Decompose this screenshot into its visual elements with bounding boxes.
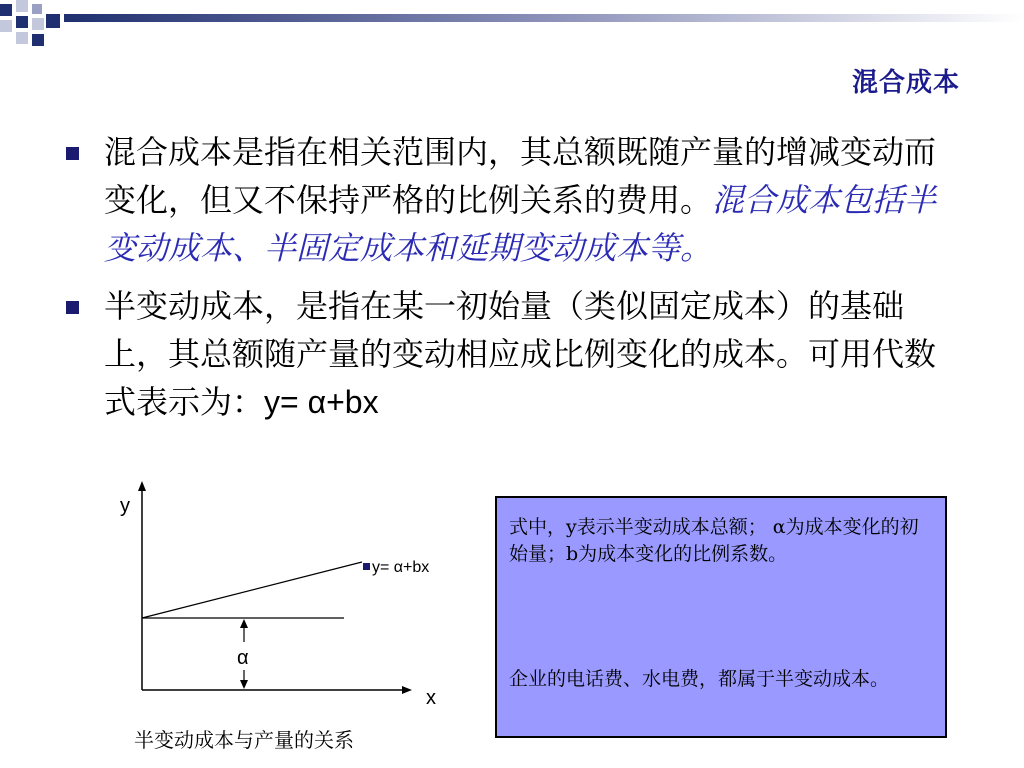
cost-formula: y= α+bx [264,384,379,420]
bullet-emphasis: 混合成本包括半变动成本、半固定成本和延期变动成本等。 [104,181,937,267]
intercept-up-arrow-icon [240,619,248,628]
bullet-square-icon [66,301,79,314]
intercept-down-arrow-icon [240,680,248,689]
decorative-header [0,0,1024,60]
intercept-label: α [237,647,249,669]
x-axis-label: x [426,687,436,709]
x-axis-arrow-icon [402,686,412,694]
bullet-semi-variable-cost [58,282,958,426]
y-axis-arrow-icon [138,481,146,491]
total-cost-line [142,562,362,618]
legend-marker-icon [363,563,370,570]
bullet-square-icon [66,147,79,160]
y-axis-label: y [120,495,130,517]
diagram-caption: 半变动成本与产量的关系 [134,728,354,752]
line-label: y= α+bx [372,559,430,576]
formula-explanation-box [495,496,947,738]
cost-diagram [110,478,480,722]
bullet-text: 半变动成本，是指在某一初始量（类似固定成本）的基础上，其总额随产量的变动相应成比例变化的成本。可用代数式表示为： [104,287,937,421]
bullet-list [58,128,958,436]
bullet-mixed-cost [58,128,958,272]
slide-title: 混合成本 [851,68,960,98]
example-note: 企业的电话费、水电费，都属于半变动成本。 [509,668,890,690]
bullet-text: 混合成本是指在相关范围内，其总额既随产量的增减变动而变化，但又不保持严格的比例关系的费用。 [104,133,937,219]
formula-explanation: 式中，y表示半变动成本总额； α为成本变化的初始量；b为成本变化的比例系数。 [509,516,919,565]
